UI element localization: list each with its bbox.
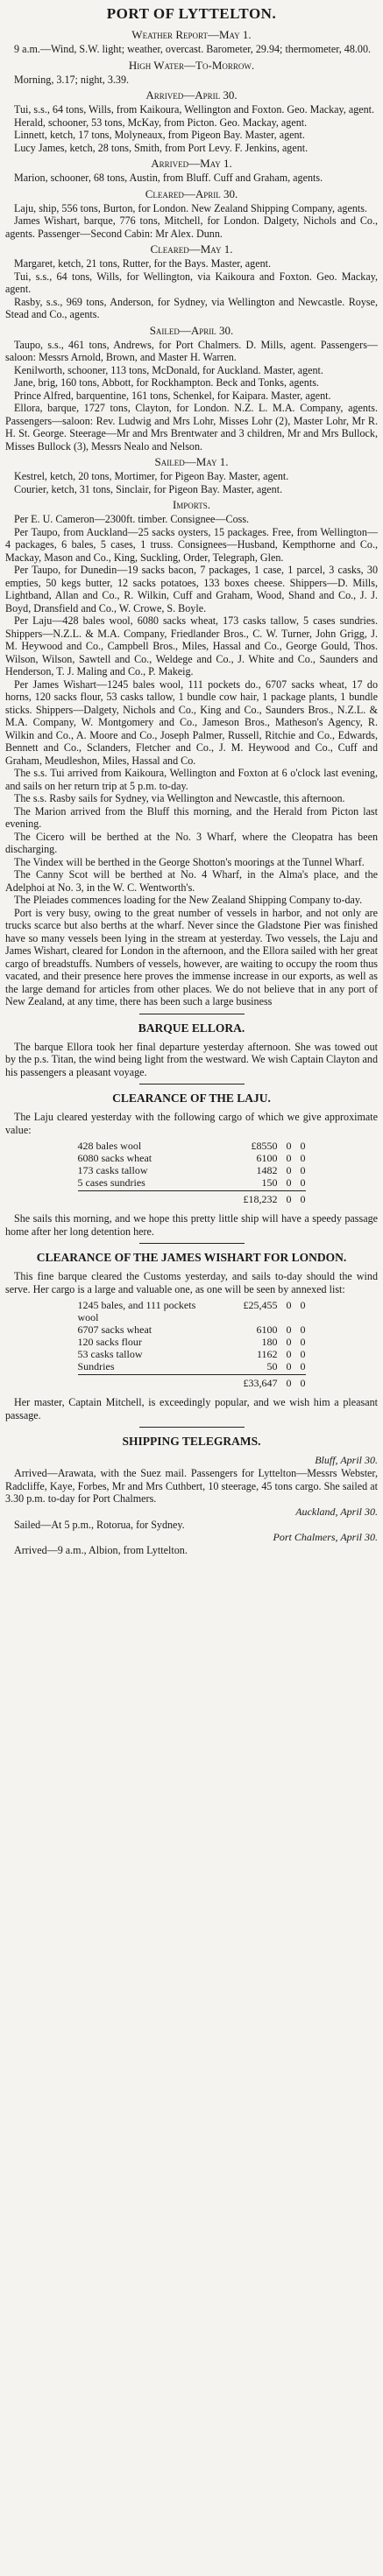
cargo-shillings: 0 <box>286 1176 292 1189</box>
telegram-bluff: Arrived—Arawata, with the Suez mail. Passengers for Lyttelton—Messrs Webster, Radcliffe, Kaye, Forbes, Mr and Mrs Cuthbert, 10 steerage, 45 tons cargo. She sailed at 3.30 p.m. to-day for Port Chalmers. <box>5 1467 378 1505</box>
imports-heading: Imports. <box>172 498 211 511</box>
high-water-times: Morning, 3.17; night, 3.39. <box>14 73 130 86</box>
cargo-label: Sundries <box>77 1360 115 1372</box>
cargo-row <box>78 1323 306 1336</box>
cargo-pounds: 1162 <box>256 1348 278 1360</box>
wishart-cargo-table <box>78 1299 306 1389</box>
cleared-apr30-heading: Cleared—April 30. <box>145 186 238 200</box>
cargo-label: 120 sacks flour <box>77 1336 142 1348</box>
laju-intro: The Laju cleared yesterday with the following cargo of which we give approximate value: <box>5 1111 378 1136</box>
cargo-shillings: 0 <box>286 1140 292 1152</box>
wishart-intro: This fine barque cleared the Customs yesterday, and sails to-day should the wind serve. Her cargo is a large and valuable one, as one will be seen by annexed list: <box>5 1270 378 1295</box>
total-pounds: £18,232 <box>243 1193 278 1205</box>
telegram-port-chalmers: Arrived—9 a.m., Albion, from Lyttelton. <box>14 1544 188 1556</box>
cargo-pence: 0 <box>300 1299 306 1311</box>
arrival-entry: Tui, s.s., 64 tons, Wills, from Kaikoura, Wellington and Foxton. Geo. Mackay, agent. <box>14 103 375 116</box>
cargo-pounds: 180 <box>261 1336 278 1348</box>
cargo-total-row <box>78 1374 306 1389</box>
cargo-shillings: 0 <box>286 1164 292 1176</box>
cargo-label: 173 casks tallow <box>77 1164 148 1176</box>
import-entry: Per Taupo, for Dunedin—19 sacks bacon, 7 packages, 1 case, 1 parcel, 3 casks, 30 empties, 50 kegs butter, 12 sacks potatoes, 133 boxes cheese. Shippers—D. Mills, Lightband, Allan and Co., R. Wilkin, Cuff and Graham, Wood, Shand and Co., J. J. Boyd, Dransfield and Co., W. Crowe, S. Boyle. <box>5 564 378 614</box>
sailing-entry: Taupo, s.s., 461 tons, Andrews, for Port Chalmers. D. Mills, agent. Passengers—saloon: Messrs Arnold, Brown, and Master H. Warren. <box>5 338 378 363</box>
section-divider <box>139 1427 245 1428</box>
ellora-heading: BARQUE ELLORA. <box>138 1021 245 1035</box>
laju-cargo-table <box>78 1140 306 1205</box>
cargo-pounds: £8550 <box>251 1140 278 1152</box>
clearance-entry: Margaret, ketch, 21 tons, Rutter, for the Bays. Master, agent. <box>14 257 272 270</box>
import-entry: Per Laju—428 bales wool, 6080 sacks wheat, 173 casks tallow, 5 cases sundries. Shippers—N.Z.L. & M.A. Company, Friedlander Bros., C. W. Turner, John Grigg, J. M. Heywood and Co., Campbell Bros., Miles, Hassal and Co., George Gould, Thos. Wilson, Wilson, Sawtell and Co., Weldege and Co., J. White and Co., Saunders and Henderson, T. J. Maling and Co., P. Makeig. <box>5 614 378 677</box>
total-shillings: 0 <box>286 1193 292 1205</box>
news-paragraph: The Pleiades commences loading for the New Zealand Shipping Company to-day. <box>14 894 363 906</box>
total-pounds: £33,647 <box>243 1377 278 1389</box>
cargo-shillings: 0 <box>286 1336 292 1348</box>
newspaper-column <box>5 0 378 1557</box>
cargo-pence: 0 <box>300 1323 306 1336</box>
news-paragraph: The Cicero will be berthed at the No. 3 Wharf, where the Cleopatra has been discharging. <box>5 830 378 855</box>
sailing-entry: Prince Alfred, barquentine, 161 tons, Schenkel, for Kaipara. Master, agent. <box>14 389 331 402</box>
cargo-pounds: £25,455 <box>243 1299 278 1311</box>
cargo-pounds: 50 <box>266 1360 278 1372</box>
page-title: PORT OF LYTTELTON. <box>106 5 277 22</box>
cargo-row <box>78 1348 306 1360</box>
laju-closing: She sails this morning, and we hope this pretty little ship will have a speedy passage home after her long detention here. <box>5 1212 378 1238</box>
wishart-heading: CLEARANCE OF THE JAMES WISHART FOR LONDON. <box>36 1251 347 1264</box>
import-entry: Per Taupo, from Auckland—25 sacks oysters, 15 packages. Free, from Wellington—4 packages, 6 bales, 5 cases, 1 truss. Consignees—Husband, Kempthorne and Co., Mackay, Mason and Co., King, Suckling, Order, Telegraph, Glen. <box>5 525 378 564</box>
arrival-entry: Linnett, ketch, 17 tons, Molyneaux, from Pigeon Bay. Master, agent. <box>14 129 305 141</box>
cargo-shillings: 0 <box>286 1323 292 1336</box>
cargo-shillings: 0 <box>286 1348 292 1360</box>
clearance-entry: Laju, ship, 556 tons, Burton, for London. New Zealand Shipping Company, agents. <box>14 201 367 214</box>
cargo-label: 1245 bales, and 111 pockets wool <box>77 1299 196 1323</box>
news-paragraph: Port is very busy, owing to the great number of vessels in harbor, and not only are trucks scarce but also berths at the wharf. Never since the Gladstone Pier was finished have so many vessels been lying in the stream at yesterday. Two vessels, the Laju and James Wishart, cleared for London in the afternoon, and the Ellora sailed with her great cargo of breadstuffs. Numbers of vessels, however, are waiting to occupy the room thus vacated, and their presence here proves the immense increase in our exports, as well as the large demand for articles from other places. We do not believe that in any port of New Zealand, at any time, there has been such a large business <box>5 906 378 1007</box>
cargo-row <box>78 1152 306 1164</box>
cargo-pounds: 6100 <box>256 1323 278 1336</box>
news-paragraph: The Canny Scot will be berthed at No. 4 Wharf, in the Alma's place, and the Adelphoi at No. 3, in the W. C. Wentworth's. <box>5 868 378 894</box>
arrival-entry: Herald, schooner, 53 tons, McKay, from Picton. Geo. Mackay, agent. <box>14 116 308 129</box>
sailed-may1-heading: Sailed—May 1. <box>154 455 229 468</box>
bluff-dateline: Bluff, April 30. <box>315 1454 378 1466</box>
clearance-entry: Tui, s.s., 64 tons, Wills, for Wellington, via Kaikoura and Foxton. Geo. Mackay, agent. <box>5 270 378 295</box>
cargo-label: 6707 sacks wheat <box>77 1323 152 1336</box>
arrival-entry: Marion, schooner, 68 tons, Austin, from Bluff. Cuff and Graham, agents. <box>14 172 323 184</box>
cargo-row <box>78 1336 306 1348</box>
arrived-may1-heading: Arrived—May 1. <box>151 157 232 170</box>
total-pence: 0 <box>300 1193 306 1205</box>
news-paragraph: The Marion arrived from the Bluff this morning, and the Herald from Picton last evening. <box>5 804 378 830</box>
laju-heading: CLEARANCE OF THE LAJU. <box>112 1091 271 1105</box>
cargo-pence: 0 <box>300 1176 306 1189</box>
cargo-pence: 0 <box>300 1140 306 1152</box>
import-entry: Per E. U. Cameron—2300ft. timber. Consignee—Coss. <box>14 513 250 525</box>
cargo-pounds: 6100 <box>256 1152 278 1164</box>
cargo-pence: 0 <box>300 1360 306 1372</box>
clearance-entry: Rasby, s.s., 969 tons, Anderson, for Sydney, via Wellington and Newcastle. Royse, Stead and Co., agents. <box>5 295 378 320</box>
cargo-label: 6080 sacks wheat <box>77 1152 152 1164</box>
weather-heading: Weather Report—May 1. <box>131 28 252 41</box>
sailing-entry: Courier, ketch, 31 tons, Sinclair, for Pigeon Bay. Master, agent. <box>14 482 283 495</box>
news-paragraph: The s.s. Rasby sails for Sydney, via Wellington and Newcastle, this afternoon. <box>14 792 345 804</box>
sailing-entry: Ellora, barque, 1727 tons, Clayton, for London. N.Z. L. M.A. Company, agents. Passengers—saloon: Rev. Ludwig and Mrs Lohr, Misses Lohr (2), Master Lohr, Mr R. H. St. George. Steerage—Mr and Mrs Brentwater and 3 children, Mr and Mrs Bullock, Misses Bullock (3), Messrs Nealo and Nelson. <box>5 402 378 453</box>
auckland-dateline: Auckland, April 30. <box>295 1505 378 1518</box>
sailed-apr30-heading: Sailed—April 30. <box>149 323 234 337</box>
news-paragraph: The s.s. Tui arrived from Kaikoura, Wellington and Foxton at 6 o'clock last evening, and sails on her return trip at 5 p.m. to-day. <box>5 767 378 792</box>
cargo-shillings: 0 <box>286 1360 292 1372</box>
ellora-paragraph: The barque Ellora took her final departure yesterday afternoon. She was towed out by the p.s. Titan, the wind being light from the westward. We wish Captain Clayton and his passengers a pleasant voyage. <box>5 1040 378 1078</box>
cargo-shillings: 0 <box>286 1299 292 1311</box>
cargo-pence: 0 <box>300 1348 306 1360</box>
telegrams-heading: SHIPPING TELEGRAMS. <box>122 1435 261 1448</box>
cargo-total-row <box>78 1190 306 1205</box>
sailing-entry: Kenilworth, schooner, 113 tons, McDonald, for Auckland. Master, agent. <box>14 363 323 376</box>
arrival-entry: Lucy James, ketch, 28 tons, Smith, from Port Levy. F. Jenkins, agent. <box>14 141 309 154</box>
cargo-pence: 0 <box>300 1336 306 1348</box>
total-shillings: 0 <box>286 1377 292 1389</box>
cargo-label: 5 cases sundries <box>77 1176 145 1189</box>
section-divider <box>139 1243 245 1244</box>
port-chalmers-dateline: Port Chalmers, April 30. <box>273 1531 378 1543</box>
weather-report: 9 a.m.—Wind, S.W. light; weather, overcast. Barometer, 29.94; thermometer, 48.00. <box>14 43 372 55</box>
clearance-entry: James Wishart, barque, 776 tons, Mitchell, for London. Dalgety, Nichols and Co., agents. Passenger—Second Cabin: Mr Alex. Dunn. <box>5 214 378 240</box>
high-water-heading: High Water—To-Morrow. <box>128 58 255 72</box>
news-paragraph: The Vindex will be berthed in the George Shotton's moorings at the Tunnel Wharf. <box>14 855 365 868</box>
cargo-pounds: 150 <box>261 1176 278 1189</box>
cargo-row <box>78 1140 306 1152</box>
sailing-entry: Kestrel, ketch, 20 tons, Mortimer, for Pigeon Bay. Master, agent. <box>14 470 289 482</box>
cargo-pence: 0 <box>300 1152 306 1164</box>
sailing-entry: Jane, brig, 160 tons, Abbott, for Rockhampton. Beck and Tonks, agents. <box>14 376 319 389</box>
cargo-row <box>78 1299 306 1323</box>
cargo-label: 53 casks tallow <box>77 1348 143 1360</box>
cargo-row <box>78 1176 306 1189</box>
total-pence: 0 <box>300 1377 306 1389</box>
import-entry: Per James Wishart—1245 bales wool, 111 pockets do., 6707 sacks wheat, 17 do horns, 120 sacks flour, 53 casks tallow, 1 bundle cow hair, 1 package plants, 1 bundle sticks. Shippers—Dalgety, Nichols and Co., King and Co., Saunders Bros., N.Z.L. & M.A. Company, W. Montgomery and Co., Jameson Bros., Matheson's Agency, R. Wilkin and Co., A. Moore and Co., Joseph Palmer, Russell, Ritchie and Co., Edwards, Bennett and Co., Sclanders, Fletcher and Co., J. M. Heywood and Co., Cuff and Graham, Meudleshon, Miles, Hassal and Co. <box>5 677 378 767</box>
wishart-closing: Her master, Captain Mitchell, is exceedingly popular, and we wish him a pleasant passage. <box>5 1396 378 1421</box>
arrived-apr30-heading: Arrived—April 30. <box>145 88 238 102</box>
cargo-shillings: 0 <box>286 1152 292 1164</box>
telegram-auckland: Sailed—At 5 p.m., Rotorua, for Sydney. <box>14 1518 185 1531</box>
cargo-label: 428 bales wool <box>77 1140 142 1152</box>
cleared-may1-heading: Cleared—May 1. <box>150 242 233 256</box>
cargo-pence: 0 <box>300 1164 306 1176</box>
cargo-pounds: 1482 <box>256 1164 278 1176</box>
cargo-row <box>78 1164 306 1176</box>
cargo-row <box>78 1360 306 1372</box>
